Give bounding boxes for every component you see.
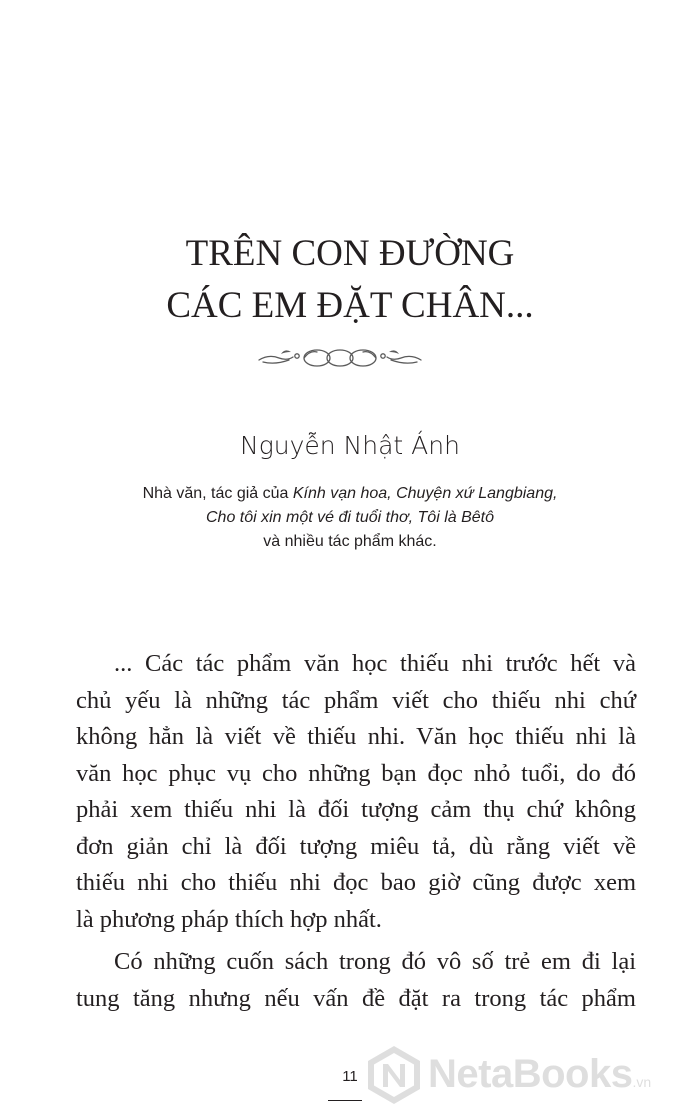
author-bio (0, 482, 700, 554)
decorative-flourish-icon (255, 340, 425, 376)
page-number-underline (328, 1100, 362, 1101)
watermark-brand-suffix: .vn (632, 1074, 652, 1090)
watermark-brand-name: NetaBooks (428, 1052, 633, 1096)
chapter-title-line-1: TRÊN CON ĐƯỜNG (185, 233, 515, 274)
paragraph-1-line: đơn giản chỉ là đối tượng miêu tả, dù rằng viết về (76, 832, 636, 860)
paragraph-2-line: Có những cuốn sách trong đó vô số trẻ em đi lại (114, 948, 636, 975)
netabooks-logo-icon (364, 1044, 424, 1106)
paragraph-1-line: văn học phục vụ cho những bạn đọc nhỏ tuổi, do đó (76, 759, 636, 787)
author-bio-works-1: Kính vạn hoa, Chuyện xứ Langbiang, (292, 485, 558, 502)
paragraph-1-line: không hẳn là viết về thiếu nhi. Văn học thiếu nhi là (76, 723, 636, 750)
chapter-title-line-2: CÁC EM ĐẶT CHÂN... (166, 285, 534, 326)
watermark (364, 1040, 694, 1110)
paragraph-1-line: chủ yếu là những tác phẩm viết cho thiếu nhi chứ (76, 686, 636, 714)
paragraph-1-line: phải xem thiếu nhi là đối tượng cảm thụ chứ không (76, 796, 636, 823)
watermark-brand (428, 1052, 651, 1097)
author-bio-line-3: và nhiều tác phẩm khác. (263, 533, 437, 550)
chapter-title (0, 228, 700, 332)
body-text (76, 646, 636, 1017)
paragraph-1-line: ... Các tác phẩm văn học thiếu nhi trước hết và (114, 650, 636, 677)
author-bio-works-2: Cho tôi xin một vé đi tuổi thơ, Tôi là Bêtô (205, 509, 495, 526)
page-number: 11 (342, 1068, 358, 1085)
paragraph-1-line: là phương pháp thích hợp nhất. (76, 905, 382, 933)
author-bio-prefix: Nhà văn, tác giả của (142, 485, 293, 502)
paragraph-1-line: thiếu nhi cho thiếu nhi đọc bao giờ cũng được xem (76, 869, 636, 896)
author-name: Nguyễn Nhật Ánh (240, 431, 460, 460)
author-bio-line-1 (0, 482, 700, 506)
paragraph-2-line: tung tăng nhưng nếu vấn đề đặt ra trong tác phẩm (76, 984, 636, 1012)
author-bio-line-2 (0, 506, 700, 530)
